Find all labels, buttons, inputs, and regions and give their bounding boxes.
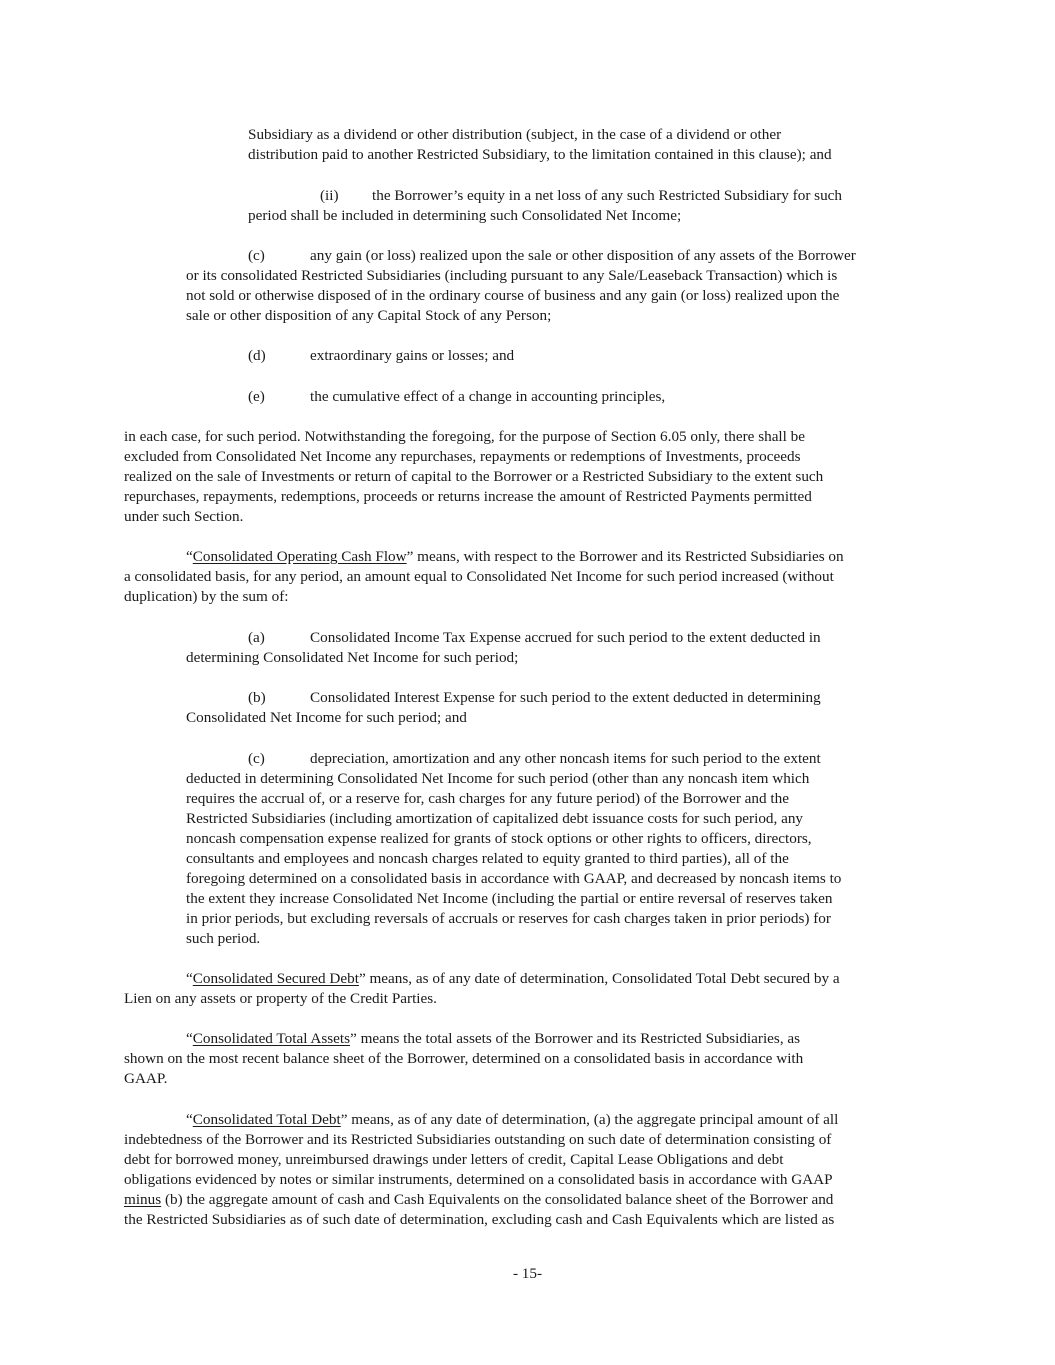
text-line: indebtedness of the Borrower and its Restricted Subsidiaries outstanding on such date of determination consisting of — [124, 1131, 832, 1148]
text-line: debt for borrowed money, unreimbursed drawings under letters of credit, Capital Lease Obligations and debt — [124, 1151, 784, 1168]
clause-marker: (c) — [248, 750, 265, 767]
text-line: noncash compensation expense realized for grants of stock options or other rights to officers, directors, — [186, 830, 812, 847]
text-line: consultants and employees and noncash charges related to equity granted to third parties), all of the — [186, 850, 789, 867]
text-line: the cumulative effect of a change in accounting principles, — [310, 388, 666, 405]
text-line: Lien on any assets or property of the Credit Parties. — [124, 990, 437, 1007]
text-line: determining Consolidated Net Income for such period; — [186, 649, 519, 666]
text-line: obligations evidenced by notes or similar instruments, determined on a consolidated basis in accordance with GAAP — [124, 1171, 833, 1188]
open-quote: “ — [186, 1030, 193, 1047]
defined-term: Consolidated Operating Cash Flow — [192, 548, 407, 565]
text-line: extraordinary gains or losses; and — [310, 347, 515, 364]
definition-text: ” means, as of any date of determination, Consolidated Total Debt secured by a — [358, 970, 840, 987]
text-line: shown on the most recent balance sheet of the Borrower, determined on a consolidated basis in accordance with — [124, 1050, 804, 1067]
definition-text: (b) the aggregate amount of cash and Cash Equivalents on the consolidated balance sheet of the Borrower and — [161, 1191, 834, 1208]
text-line: deducted in determining Consolidated Net Income for such period (other than any noncash item which — [186, 770, 810, 787]
text-line: in prior periods, but excluding reversals of accruals or reserves for cash charges taken in prior periods) for — [186, 910, 831, 927]
text-line: repurchases, repayments, redemptions, proceeds or returns increase the amount of Restricted Payments permitted — [124, 488, 812, 505]
text-line: in each case, for such period. Notwithstanding the foregoing, for the purpose of Section 6.05 only, there shall be — [124, 428, 806, 445]
text-line: realized on the sale of Investments or return of capital to the Borrower or a Restricted Subsidiary to the extent such — [124, 468, 824, 485]
text-line: the Restricted Subsidiaries as of such date of determination, excluding cash and Cash Equivalents which are listed as — [124, 1211, 835, 1228]
text-line: Restricted Subsidiaries (including amortization of capitalized debt issuance costs for such period, any — [186, 810, 804, 827]
text-line: depreciation, amortization and any other noncash items for such period to the extent — [310, 750, 821, 767]
text-line: Consolidated Interest Expense for such period to the extent deducted in determining — [310, 689, 821, 706]
clause-marker: (c) — [248, 247, 265, 264]
text-line — [124, 1190, 833, 1210]
text-line: Consolidated Net Income for such period; and — [186, 709, 467, 726]
clause-marker: (ii) — [320, 187, 339, 204]
text-line: period shall be included in determining such Consolidated Net Income; — [248, 207, 682, 224]
minus-term: minus — [124, 1191, 162, 1208]
text-line — [186, 547, 844, 567]
text-line: any gain (or loss) realized upon the sale or other disposition of any assets of the Borrower — [310, 247, 856, 264]
text-line: the Borrower’s equity in a net loss of any such Restricted Subsidiary for such — [372, 187, 843, 204]
defined-term: Consolidated Total Debt — [192, 1111, 341, 1128]
text-line: requires the accrual of, or a reserve for, cash charges for any future period) of the Borrower and the — [186, 790, 789, 807]
text-line: or its consolidated Restricted Subsidiaries (including pursuant to any Sale/Leaseback Transaction) which is — [186, 267, 838, 284]
defined-term: Consolidated Total Assets — [192, 1030, 351, 1047]
text-line: GAAP. — [124, 1070, 168, 1087]
text-line: such period. — [186, 930, 261, 947]
defined-term: Consolidated Secured Debt — [192, 970, 359, 987]
definition-text: ” means, with respect to the Borrower and its Restricted Subsidiaries on — [406, 548, 844, 565]
text-line: the extent they increase Consolidated Net Income (including the partial or entire reversal of reserves taken — [186, 890, 833, 907]
open-quote: “ — [186, 1111, 193, 1128]
text-line: sale or other disposition of any Capital Stock of any Person; — [186, 307, 552, 324]
text-line: under such Section. — [124, 508, 244, 525]
clause-marker: (d) — [248, 347, 266, 364]
clause-marker: (e) — [248, 388, 265, 405]
open-quote: “ — [186, 970, 193, 987]
open-quote: “ — [186, 548, 193, 565]
text-line — [186, 969, 840, 989]
text-line: excluded from Consolidated Net Income any repurchases, repayments or redemptions of Investments, proceeds — [124, 448, 801, 465]
text-line: foregoing determined on a consolidated basis in accordance with GAAP, and decreased by noncash items to — [186, 870, 842, 887]
text-line: a consolidated basis, for any period, an amount equal to Consolidated Net Income for such period increased (without — [124, 568, 834, 585]
text-line: Consolidated Income Tax Expense accrued for such period to the extent deducted in — [310, 629, 821, 646]
text-line: distribution paid to another Restricted Subsidiary, to the limitation contained in this clause); and — [248, 146, 832, 163]
definition-text: ” means, as of any date of determination, (a) the aggregate principal amount of all — [340, 1111, 839, 1128]
text-line: duplication) by the sum of: — [124, 588, 289, 605]
clause-marker: (a) — [248, 629, 265, 646]
clause-marker: (b) — [248, 689, 266, 706]
text-line: Subsidiary as a dividend or other distribution (subject, in the case of a dividend or other — [248, 126, 782, 143]
text-line — [186, 1110, 838, 1130]
definition-text: ” means the total assets of the Borrower and its Restricted Subsidiaries, as — [350, 1030, 801, 1047]
text-line — [186, 1029, 800, 1049]
page-number: - 15- — [512, 1265, 543, 1282]
text-line: not sold or otherwise disposed of in the ordinary course of business and any gain (or loss) realized upon the — [186, 287, 840, 304]
